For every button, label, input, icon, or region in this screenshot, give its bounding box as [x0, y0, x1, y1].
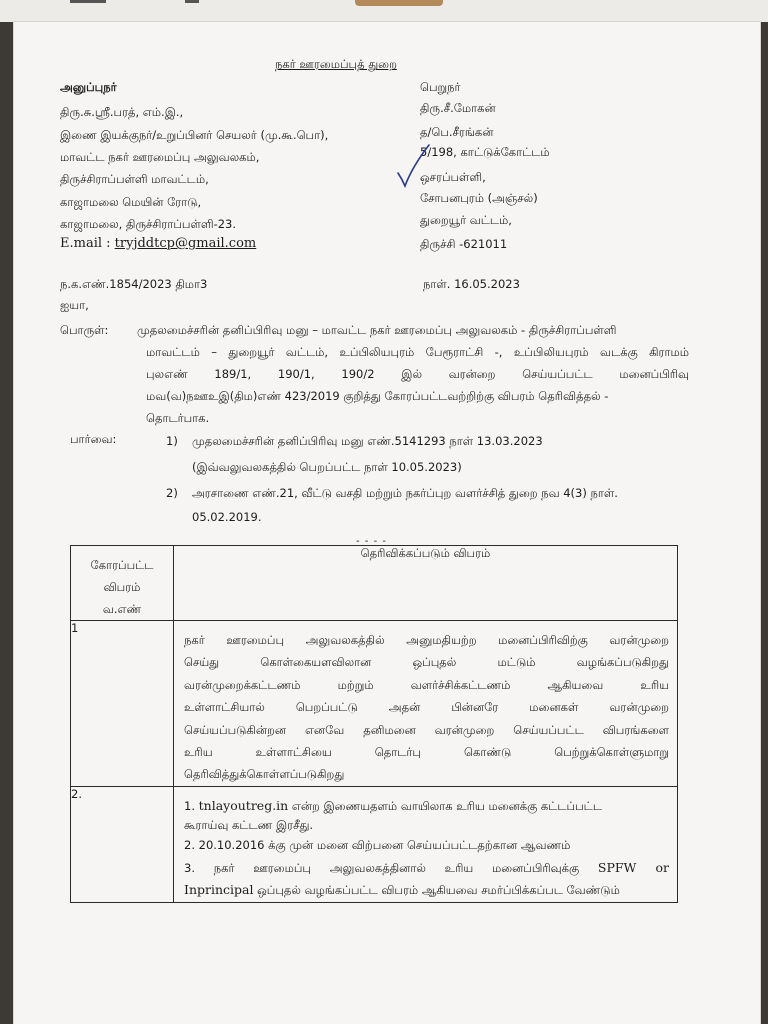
row-line: 2. 20.10.2016 க்கு முன் மனை விற்பனை செய்யப்பட்டதற்கான ஆவணம் [184, 838, 571, 853]
reference-label: பார்வை: [70, 432, 117, 446]
row-content [174, 621, 678, 787]
subject-line: மவ(வ)நஊஉஇ(திம)எண் 423/2019 குறித்து கோரப்பட்டவற்றிற்கு விபரம் தெரிவித்தல் - [146, 389, 609, 403]
sender-line: காஜாமலை மெயின் ரோடு, [60, 195, 202, 209]
sender-line: திரு.சு.ஸ்ரீ.பரத், எம்.இ., [60, 105, 184, 119]
table-row [71, 621, 678, 787]
details-table [70, 545, 678, 903]
reference-1-number: 1) [166, 434, 178, 448]
scan-mark [185, 0, 199, 3]
check-mark-icon [396, 143, 430, 189]
letter-date: நாள். 16.05.2023 [423, 277, 520, 291]
sender-line: திருச்சிராப்பள்ளி மாவட்டம், [60, 172, 209, 186]
reference-2-line: அரசாணை எண்.21, வீட்டு வசதி மற்றும் நகர்ப்புற வளர்ச்சித் துறை நவ 4(3) நாள். [192, 486, 618, 500]
subject-line: முதலமைச்சரின் தனிப்பிரிவு மனு – மாவட்ட நகர் ஊரமைப்பு அலுவலகம் - திருச்சிராப்பள்ளி [137, 323, 617, 337]
recipient-heading: பெறுநர் [420, 80, 461, 94]
reference-number: ந.க.எண்.1854/2023 திமா3 [60, 277, 208, 291]
recipient-line: த/பெ.சீரங்கன் [420, 125, 494, 139]
row-line: கூராய்வு கட்டண இரசீது. [184, 818, 314, 833]
header-cell-serial [71, 546, 174, 621]
background-strip [0, 0, 768, 22]
row-line: உரிய உள்ளாட்சியை தொடர்பு கொண்டு பெற்றுக்கொள்ளுமாறு [184, 745, 669, 760]
row-line: நகர் ஊரமைப்பு அலுவலகத்தில் அனுமதியற்ற மனைப்பிரிவிற்கு வரன்முறை [184, 633, 669, 647]
table-row [71, 786, 678, 902]
email-address: tryjddtcp@gmail.com [114, 236, 257, 251]
header-text: விபரம் [103, 580, 141, 594]
sender-line: மாவட்ட நகர் ஊரமைப்பு அலுவலகம், [60, 150, 260, 164]
department-title: நகர் ஊரமைப்புத் துறை [275, 57, 397, 71]
recipient-line: 5/198, காட்டுக்கோட்டம் [420, 145, 550, 159]
salutation: ஐயா, [60, 298, 89, 312]
row-line: உள்ளாட்சியால் பெறப்பட்டு அதன் பின்னரே மனைகள் வரன்முறை [184, 700, 669, 715]
row-line [184, 795, 669, 817]
header-cell-details [174, 546, 678, 621]
recipient-line: திரு.சீ.மோகன் [420, 101, 496, 115]
reference-2-number: 2) [166, 486, 178, 500]
website-text: tnlayoutreg.in [198, 797, 289, 813]
row-line: தெரிவித்துக்கொள்ளப்படுகிறது [184, 767, 345, 782]
sender-line: இணை இயக்குநர்/உறுப்பினர் செயலர் (மு.கூ.பொ), [60, 128, 329, 142]
row-line [184, 857, 669, 879]
header-text: தெரிவிக்கப்படும் விபரம் [360, 546, 491, 560]
recipient-line: ஒசரப்பள்ளி, [420, 170, 486, 184]
item-prefix: 1. [184, 798, 199, 813]
row-number: 2. [71, 786, 174, 902]
row-content [174, 786, 678, 902]
sender-line: காஜாமலை, திருச்சிராப்பள்ளி-23. [60, 217, 237, 231]
row-number: 1 [71, 621, 174, 787]
row-line: செய்து கொள்கையளவிலான ஒப்புதல் மட்டும் வழங்கப்படுகிறது [184, 655, 669, 670]
row-line: வரன்முறைக்கட்டணம் மற்றும் வளர்ச்சிக்கட்டணம் ஆகியவை உரிய [184, 677, 669, 692]
subject-text [137, 319, 689, 429]
header-text: கோரப்பட்ட [90, 558, 154, 572]
table-header-row [71, 546, 678, 621]
recipient-line: சோபனபுரம் (அஞ்சல்) [420, 191, 538, 205]
item-text: ஒப்புதல் வழங்கப்பட்ட விபரம் ஆகியவை சமர்ப்பிக்கப்பட வேண்டும் [253, 883, 620, 898]
reference-2-line: 05.02.2019. [192, 510, 262, 524]
subject-line: தொடர்பாக. [146, 411, 210, 425]
row-line: செய்யப்படுகின்றன எனவே தனிமனை வரன்முறை செய்யப்பட்ட விபரங்களை [184, 722, 669, 737]
reference-1-line: (இவ்வலுவலகத்தில் பெறப்பட்ட நாள் 10.05.2023) [192, 460, 462, 474]
item-code: SPFW or [597, 859, 669, 875]
item-code: Inprincipal [184, 882, 254, 898]
sender-heading: அனுப்புநர் [60, 80, 117, 94]
scan-mark [70, 0, 106, 3]
recipient-line: துறையூர் வட்டம், [420, 213, 512, 227]
recipient-line: திருச்சி -621011 [420, 237, 508, 251]
subject-line: புலஎண் 189/1, 190/1, 190/2 இல் வரன்றை செய்யப்பட்ட மனைப்பிரிவு [146, 367, 689, 381]
subject-label: பொருள்: [60, 323, 109, 337]
header-text: வ.எண் [102, 602, 142, 616]
reference-1-line: முதலமைச்சரின் தனிப்பிரிவு மனு எண்.5141293 நாள் 13.03.2023 [192, 434, 543, 448]
item-text: 3. நகர் ஊரமைப்பு அலுவலகத்தினால் உரிய மனைப்பிரிவுக்கு [184, 860, 598, 875]
row-line [184, 879, 669, 901]
separator-dashes: - - - - [356, 536, 387, 547]
scan-edge [355, 0, 443, 6]
sender-email [60, 237, 256, 251]
subject-line: மாவட்டம் – துறையூர் வட்டம், உப்பிலியபுரம் பேரூராட்சி -, உப்பிலியபுரம் வடக்கு கிராமம் [146, 345, 689, 359]
item-text: என்ற இணையதளம் வாயிலாக உரிய மனைக்கு கட்டப்பட்ட [288, 798, 602, 813]
email-label: E.mail : [60, 236, 115, 251]
